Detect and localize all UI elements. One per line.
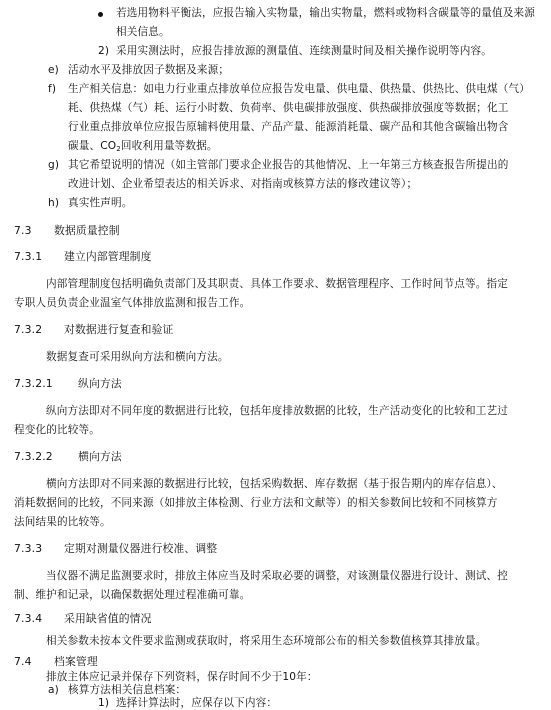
paragraph-line: 内部管理制度包括明确负责部门及其职责、具体工作要求、数据管理程序、工作时间节点等。指定: [46, 278, 508, 290]
list-number: 2): [98, 45, 110, 57]
list-letter: f): [48, 83, 57, 95]
paragraph-line: 专职人员负责企业温室气体排放监测和报告工作。: [14, 297, 251, 309]
list-item-text: 真实性声明。: [68, 197, 133, 209]
paragraph-line: 排放主体应记录并保存下列资料，保存时间不少于10年：: [46, 671, 318, 683]
text-run: 碳量、CO: [68, 140, 117, 152]
paragraph-line: 纵向方法即对不同年度的数据进行比较，包括年度排放数据的比较，生产活动变化的比较和工艺过: [46, 405, 508, 417]
text-run: 回收利用量等数据。: [120, 140, 218, 152]
section-title: 档案管理: [54, 655, 98, 668]
section-number: 7.3.3: [14, 542, 43, 555]
list-number: 1): [98, 697, 110, 709]
section-number: 7.4: [14, 655, 32, 668]
list-item-text: 生产相关信息：如电力行业重点排放单位应报告发电量、供电量、供热量、供热比、供电煤（气）: [68, 83, 530, 95]
list-item-text: 其它希望说明的情况（如主管部门要求企业报告的其他情况、上一年第三方核查报告所提出的: [68, 159, 509, 171]
paragraph-line: 横向方法即对不同来源的数据进行比较，包括采购数据、库存数据（基于报告期内的库存信息）、: [46, 478, 503, 490]
list-letter: e): [48, 64, 59, 76]
list-item-text: 核算方法相关信息档案：: [68, 684, 187, 696]
section-number: 7.3.4: [14, 612, 43, 625]
bullet-icon: [98, 12, 103, 17]
section-title: 建立内部管理制度: [64, 250, 152, 263]
list-item-text: 耗、供热煤（气）耗、运行小时数、负荷率、供电碳排放强度、供热碳排放强度等数据；化工: [68, 102, 509, 114]
list-item-text: [68, 139, 218, 153]
paragraph-line: 相关参数未按本文件要求监测或获取时，将采用生态环境部公布的相关参数值核算其排放量。: [46, 635, 487, 647]
paragraph-line: 程变化的比较等。: [14, 424, 100, 436]
section-number: 7.3: [14, 224, 32, 237]
paragraph-line: 当仪器不满足监测要求时，排放主体应当及时采取必要的调整，对该测量仪器进行设计、测试、控: [46, 570, 508, 582]
bullet-item-line: 相关信息。: [116, 26, 170, 38]
section-title: 对数据进行复查和验证: [64, 323, 174, 336]
section-title: 横向方法: [78, 450, 122, 463]
list-letter: a): [48, 684, 59, 696]
list-letter: h): [48, 197, 60, 209]
section-title: 采用缺省值的情况: [64, 612, 152, 625]
list-item-text: 活动水平及排放因子数据及来源；: [68, 64, 230, 76]
paragraph-line: 数据复查可采用纵向方法和横向方法。: [46, 351, 229, 363]
list-item-text: 选择计算法时，应保存以下内容：: [116, 697, 278, 709]
section-number: 7.3.1: [14, 250, 43, 263]
bullet-item-line: 若选用物料平衡法，应报告输入实物量，输出实物量，燃料或物料含碳量等的量值及来源: [116, 7, 536, 19]
section-number: 7.3.2.1: [14, 377, 53, 390]
list-item-text: 改进计划、企业希望表达的相关诉求、对指南或核算方法的修改建议等）；: [68, 178, 418, 190]
section-number: 7.3.2.2: [14, 450, 53, 463]
section-title: 纵向方法: [78, 377, 122, 390]
paragraph-line: 法间结果的比较等。: [14, 516, 111, 528]
section-title: 数据质量控制: [54, 224, 120, 237]
subscript: 2: [116, 145, 121, 153]
list-letter: g): [48, 159, 60, 171]
list-item-text: 采用实测法时，应报告排放源的测量值、连续测量时间及相关操作说明等内容。: [116, 45, 493, 57]
section-title: 定期对测量仪器进行校准、调整: [64, 542, 218, 555]
paragraph-line: 制、维护和记录，以确保数据处理过程准确可靠。: [14, 589, 251, 601]
paragraph-line: 消耗数据间的比较，不同来源（如排放主体检测、行业方法和文献等）的相关参数间比较和不同核算方: [14, 497, 498, 509]
section-number: 7.3.2: [14, 323, 43, 336]
list-item-text: 行业重点排放单位应报告原辅料使用量、产品产量、能源消耗量、碳产品和其他含碳输出物含: [68, 121, 509, 133]
